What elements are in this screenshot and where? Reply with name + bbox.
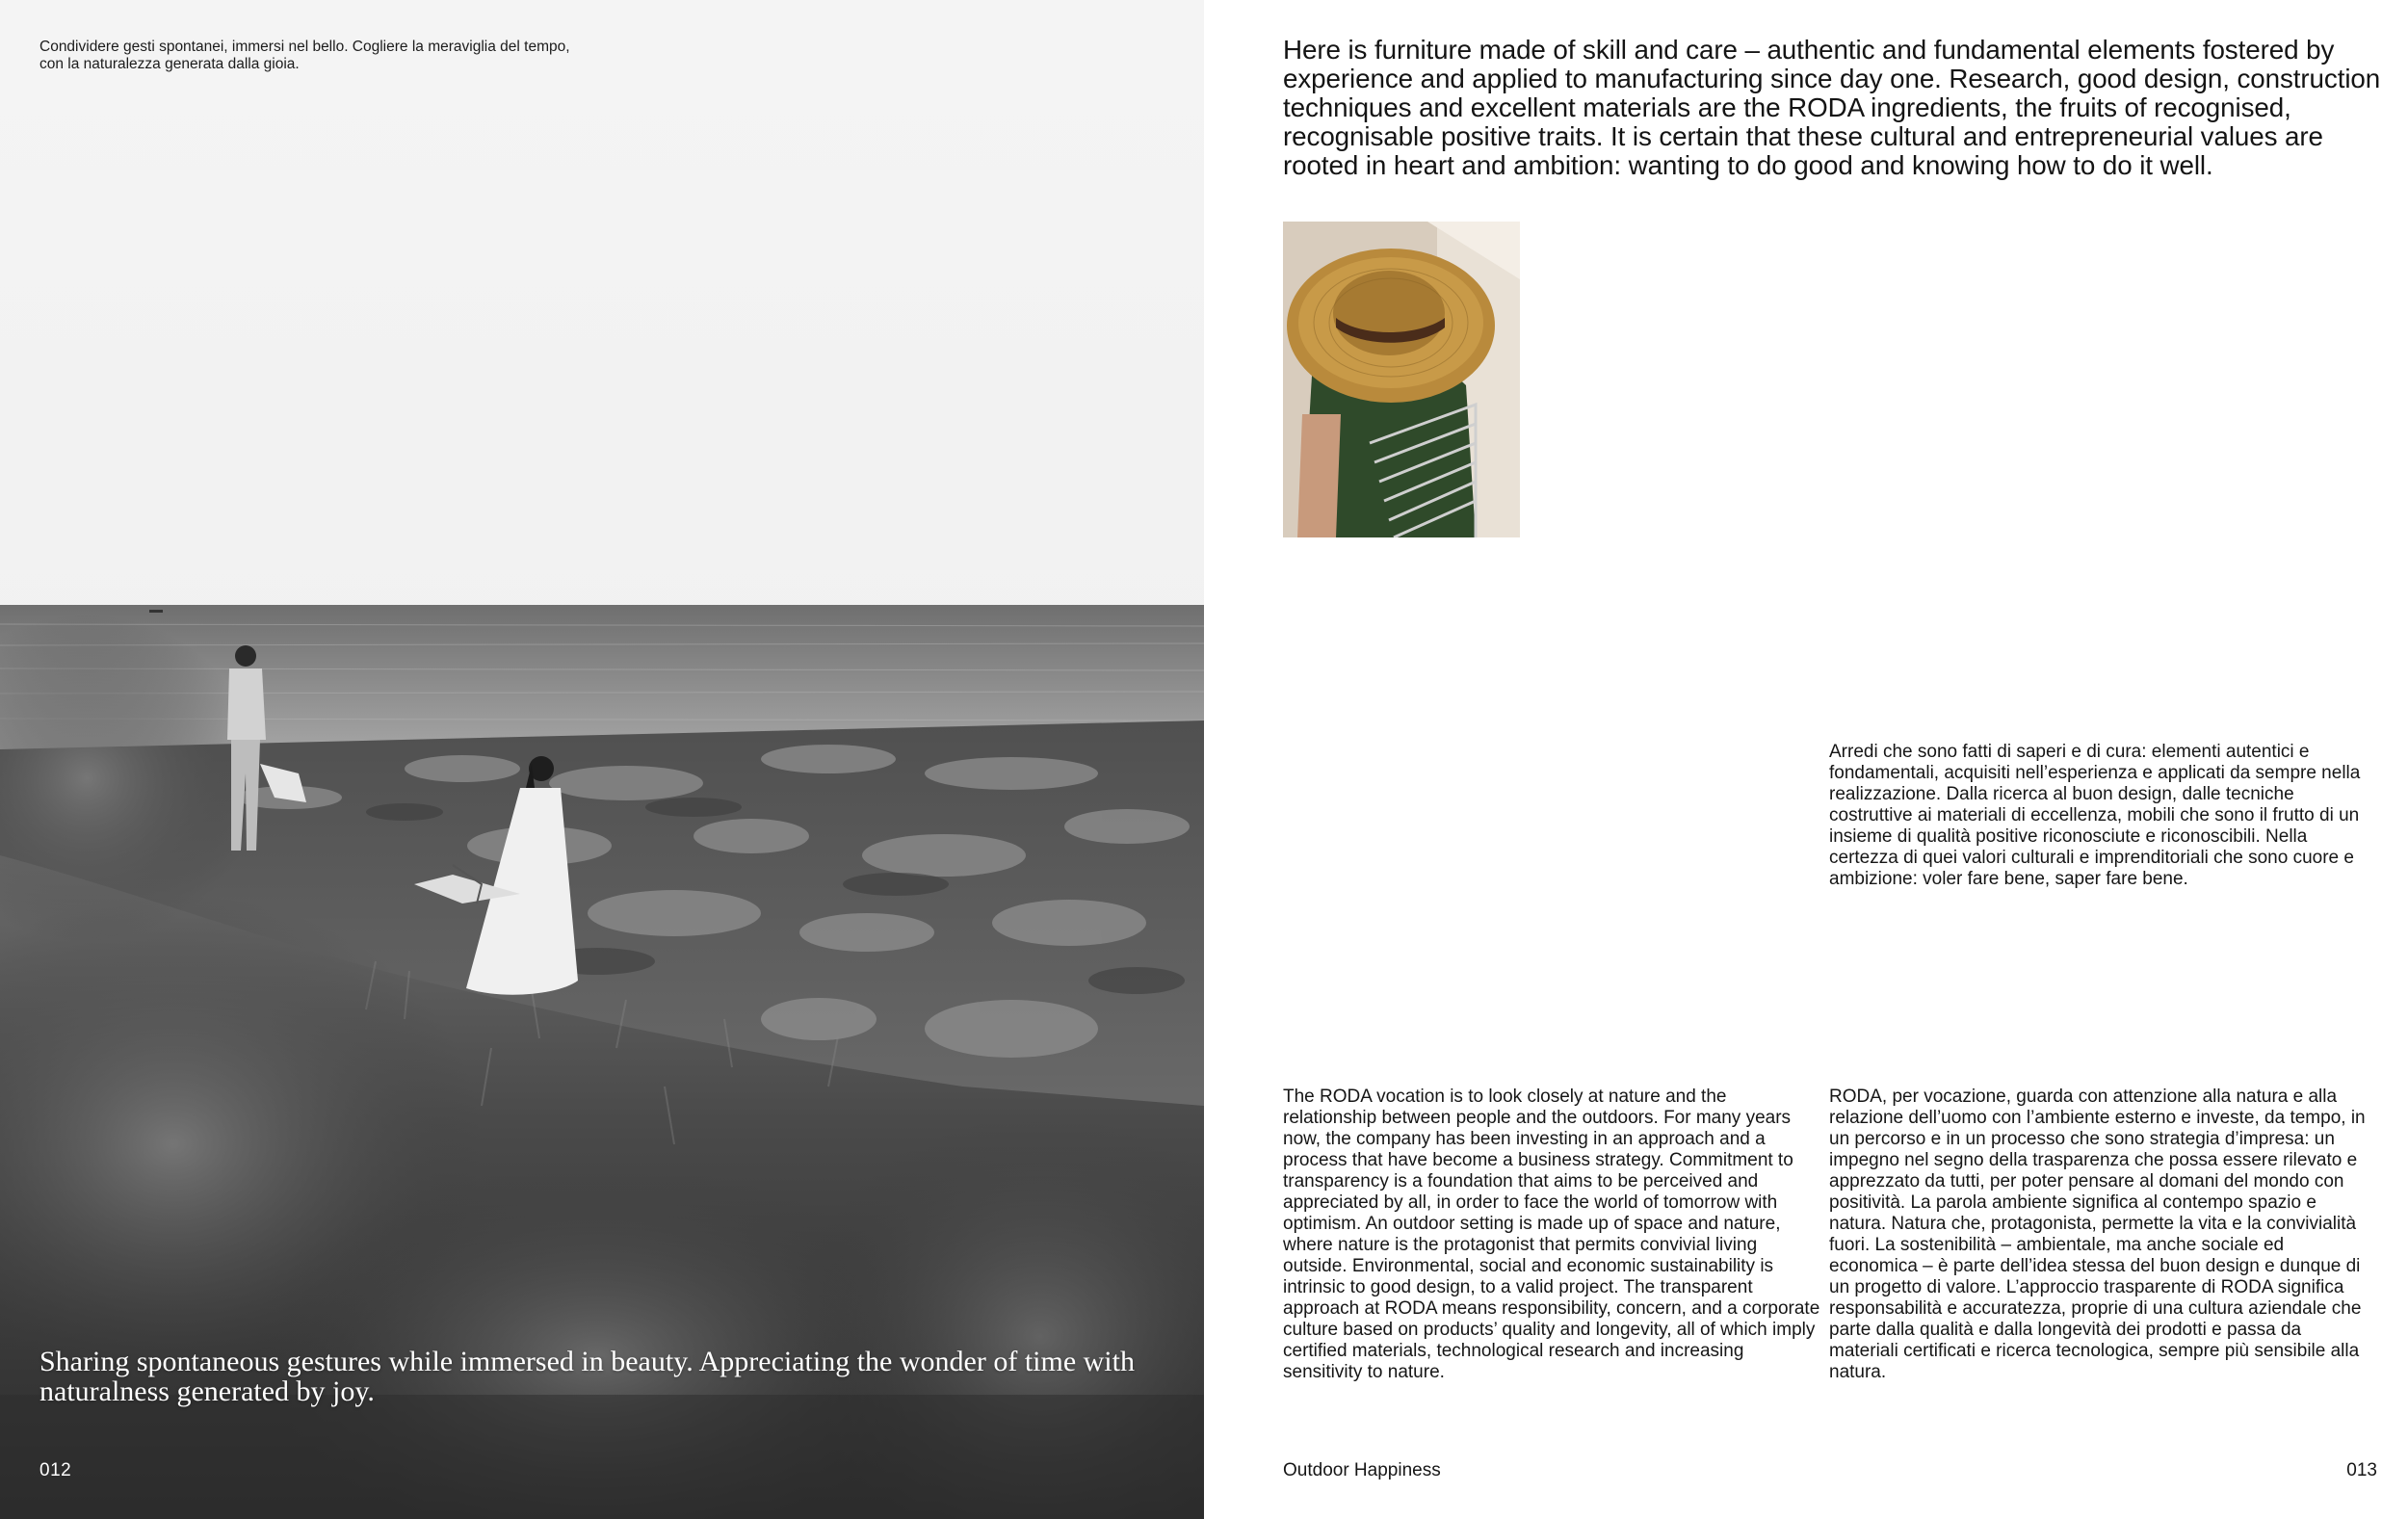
page-number-right: 013: [2346, 1460, 2377, 1480]
right-page: [1204, 0, 2408, 1519]
running-title: Outdoor Happiness: [1283, 1460, 1441, 1480]
straw-hat-photo: [1283, 222, 1520, 537]
intro-paragraph: Here is furniture made of skill and care – authentic and fundamental elements fostered by experience and applied to manufacturing since day one. Research, good design, construction techniques and excellent materials are the RODA ingredients, the fruits of recognised, recognisable positive traits. It is certain that these cultural and entrepreneurial values are rooted in heart and ambition: wanting to do good and knowing how to do it well.: [1283, 35, 2381, 180]
caption-italian: Condividere gesti spontanei, immersi nel bello. Cogliere la meraviglia del tempo, con la naturalezza generata dalla gioia.: [39, 39, 570, 72]
page-number-left: 012: [39, 1460, 72, 1480]
body-text-italian-1: Arredi che sono fatti di saperi e di cura: elementi autentici e fondamentali, acquisiti nell’esperienza e applicati da sempre nella realizzazione. Dalla ricerca al buon design, dalle tecniche costruttive ai materiali di eccellenza, mobili che sono il frutto di un insieme di qualità positive riconosciute e riconoscibili. Nella certezza di quei valori culturali e imprenditoriali che sono cuore e ambizione: voler fare bene, saper fare bene.: [1829, 742, 2361, 889]
body-text-english: The RODA vocation is to look closely at nature and the relationship between people and the outdoors. For many years now, the company has been investing in an approach and a process that have become a business strategy. Commitment to transparency is a foundation that aims to be perceived and appreciated by all, in order to face the world of tomorrow with optimism. An outdoor setting is made up of space and nature, where nature is the protagonist that permits convivial living outside. Environmental, social and economic sustainability is intrinsic to good design, to a valid project. The transparent approach at RODA means responsibility, concern, and a corporate culture based on products’ quality and longevity, all of which imply certified materials, technological research and increasing sensitivity to nature.: [1283, 1087, 1820, 1382]
body-text-italian-2: RODA, per vocazione, guarda con attenzione alla natura e alla relazione dell’uomo con l’ambiente esterno e investe, da tempo, in un percorso e in un processo che sono strategia d’impresa: un impegno nel segno della trasparenza che possa essere rilevato e apprezzato da tutti, per poter pensare al domani del mondo con positività. La parola ambiente significa al contempo spazio e natura. Natura che, protagonista, permette la vita e la convivialità fuori. La sostenibilità – ambientale, ma anche sociale ed economica – è parte dell’idea stessa del buon design e dunque di un progetto di valore. L’approccio trasparente di RODA significa responsabilità e accuratezza, proprie di una cultura aziendale che parte dalla qualità e dalla longevità dei prodotti e passa da materiali certificati e ricerca tecnologica, sempre più sensibile alla natura.: [1829, 1087, 2366, 1382]
caption-english: Sharing spontaneous gestures while immersed in beauty. Appreciating the wonder of time with naturalness generated by joy.: [39, 1346, 1135, 1407]
